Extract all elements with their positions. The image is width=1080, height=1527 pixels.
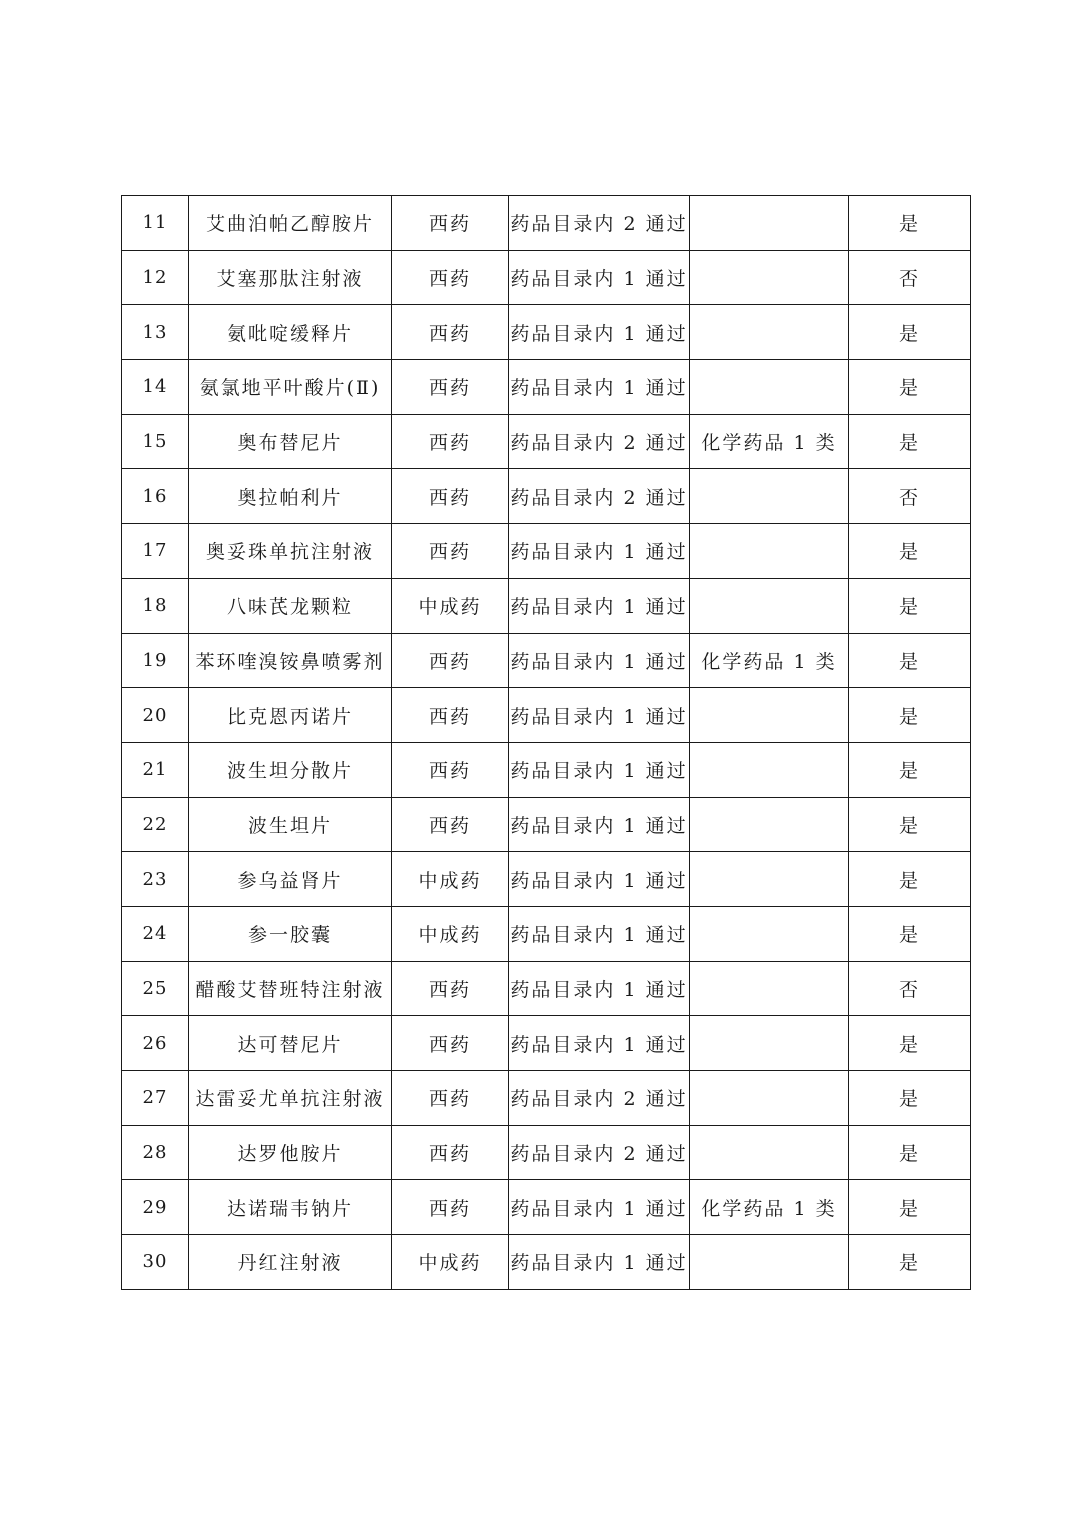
catalog-status-cell: 药品目录内 1 通过 — [509, 742, 690, 797]
catalog-status-cell: 药品目录内 2 通过 — [509, 469, 690, 524]
drug-name-cell: 丹红注射液 — [189, 1235, 392, 1290]
row-number-cell: 18 — [122, 578, 189, 633]
row-number-cell: 24 — [122, 906, 189, 961]
catalog-status-cell: 药品目录内 1 通过 — [509, 578, 690, 633]
row-number-cell: 13 — [122, 305, 189, 360]
table-row — [122, 742, 971, 797]
drug-name-cell: 波生坦片 — [189, 797, 392, 852]
catalog-status-cell: 药品目录内 1 通过 — [509, 1180, 690, 1235]
drug-class-note-cell: 化学药品 1 类 — [690, 414, 849, 469]
yes-no-cell: 是 — [849, 578, 971, 633]
catalog-status-cell: 药品目录内 2 通过 — [509, 414, 690, 469]
yes-no-cell: 是 — [849, 1071, 971, 1126]
table-body — [122, 196, 971, 1290]
yes-no-cell: 是 — [849, 305, 971, 360]
drug-name-cell: 醋酸艾替班特注射液 — [189, 961, 392, 1016]
drug-class-note-cell — [690, 250, 849, 305]
table-row — [122, 852, 971, 907]
drug-category-cell: 西药 — [392, 250, 509, 305]
row-number-cell: 22 — [122, 797, 189, 852]
drug-category-cell: 西药 — [392, 1071, 509, 1126]
row-number-cell: 20 — [122, 688, 189, 743]
drug-category-cell: 中成药 — [392, 852, 509, 907]
drug-class-note-cell — [690, 906, 849, 961]
drug-class-note-cell — [690, 469, 849, 524]
drug-name-cell: 奥妥珠单抗注射液 — [189, 524, 392, 579]
drug-class-note-cell — [690, 742, 849, 797]
yes-no-cell: 是 — [849, 852, 971, 907]
drug-category-cell: 西药 — [392, 469, 509, 524]
drug-list-table — [121, 195, 971, 1290]
drug-class-note-cell — [690, 688, 849, 743]
yes-no-cell: 是 — [849, 414, 971, 469]
drug-name-cell: 达雷妥尤单抗注射液 — [189, 1071, 392, 1126]
table-row — [122, 961, 971, 1016]
drug-class-note-cell — [690, 578, 849, 633]
drug-category-cell: 西药 — [392, 524, 509, 579]
catalog-status-cell: 药品目录内 2 通过 — [509, 196, 690, 251]
drug-class-note-cell: 化学药品 1 类 — [690, 633, 849, 688]
row-number-cell: 25 — [122, 961, 189, 1016]
drug-class-note-cell — [690, 852, 849, 907]
row-number-cell: 30 — [122, 1235, 189, 1290]
drug-class-note-cell — [690, 797, 849, 852]
drug-category-cell: 西药 — [392, 797, 509, 852]
yes-no-cell: 是 — [849, 742, 971, 797]
yes-no-cell: 是 — [849, 633, 971, 688]
drug-category-cell: 西药 — [392, 360, 509, 415]
drug-category-cell: 西药 — [392, 1180, 509, 1235]
catalog-status-cell: 药品目录内 1 通过 — [509, 688, 690, 743]
yes-no-cell: 是 — [849, 1125, 971, 1180]
drug-name-cell: 波生坦分散片 — [189, 742, 392, 797]
row-number-cell: 19 — [122, 633, 189, 688]
table-row — [122, 1180, 971, 1235]
drug-name-cell: 氨氯地平叶酸片(Ⅱ) — [189, 360, 392, 415]
table-row — [122, 524, 971, 579]
table-row — [122, 688, 971, 743]
drug-category-cell: 中成药 — [392, 1235, 509, 1290]
drug-class-note-cell — [690, 1071, 849, 1126]
drug-class-note-cell — [690, 360, 849, 415]
row-number-cell: 16 — [122, 469, 189, 524]
table-row — [122, 469, 971, 524]
yes-no-cell: 是 — [849, 524, 971, 579]
drug-class-note-cell — [690, 196, 849, 251]
catalog-status-cell: 药品目录内 1 通过 — [509, 852, 690, 907]
catalog-status-cell: 药品目录内 1 通过 — [509, 633, 690, 688]
yes-no-cell: 是 — [849, 1180, 971, 1235]
yes-no-cell: 是 — [849, 906, 971, 961]
drug-name-cell: 参乌益肾片 — [189, 852, 392, 907]
catalog-status-cell: 药品目录内 1 通过 — [509, 360, 690, 415]
table-row — [122, 797, 971, 852]
yes-no-cell: 是 — [849, 1235, 971, 1290]
drug-name-cell: 比克恩丙诺片 — [189, 688, 392, 743]
drug-category-cell: 西药 — [392, 742, 509, 797]
table-row — [122, 1016, 971, 1071]
table-row — [122, 360, 971, 415]
drug-category-cell: 中成药 — [392, 578, 509, 633]
drug-name-cell: 参一胶囊 — [189, 906, 392, 961]
drug-name-cell: 八味芪龙颗粒 — [189, 578, 392, 633]
drug-class-note-cell — [690, 1125, 849, 1180]
drug-category-cell: 中成药 — [392, 906, 509, 961]
drug-class-note-cell: 化学药品 1 类 — [690, 1180, 849, 1235]
row-number-cell: 26 — [122, 1016, 189, 1071]
drug-name-cell: 达可替尼片 — [189, 1016, 392, 1071]
row-number-cell: 17 — [122, 524, 189, 579]
yes-no-cell: 否 — [849, 961, 971, 1016]
yes-no-cell: 是 — [849, 1016, 971, 1071]
drug-category-cell: 西药 — [392, 196, 509, 251]
catalog-status-cell: 药品目录内 2 通过 — [509, 1071, 690, 1126]
table-row — [122, 250, 971, 305]
drug-class-note-cell — [690, 305, 849, 360]
yes-no-cell: 否 — [849, 469, 971, 524]
catalog-status-cell: 药品目录内 2 通过 — [509, 1125, 690, 1180]
row-number-cell: 29 — [122, 1180, 189, 1235]
table-row — [122, 1235, 971, 1290]
drug-name-cell: 苯环喹溴铵鼻喷雾剂 — [189, 633, 392, 688]
drug-category-cell: 西药 — [392, 1016, 509, 1071]
drug-name-cell: 奥布替尼片 — [189, 414, 392, 469]
table-row — [122, 305, 971, 360]
catalog-status-cell: 药品目录内 1 通过 — [509, 1235, 690, 1290]
table-row — [122, 578, 971, 633]
table-row — [122, 633, 971, 688]
table-row — [122, 1125, 971, 1180]
catalog-status-cell: 药品目录内 1 通过 — [509, 906, 690, 961]
catalog-status-cell: 药品目录内 1 通过 — [509, 305, 690, 360]
catalog-status-cell: 药品目录内 1 通过 — [509, 961, 690, 1016]
drug-category-cell: 西药 — [392, 1125, 509, 1180]
drug-name-cell: 达诺瑞韦钠片 — [189, 1180, 392, 1235]
row-number-cell: 27 — [122, 1071, 189, 1126]
catalog-status-cell: 药品目录内 1 通过 — [509, 250, 690, 305]
drug-class-note-cell — [690, 1235, 849, 1290]
drug-name-cell: 艾曲泊帕乙醇胺片 — [189, 196, 392, 251]
table-row — [122, 196, 971, 251]
row-number-cell: 11 — [122, 196, 189, 251]
yes-no-cell: 是 — [849, 360, 971, 415]
row-number-cell: 14 — [122, 360, 189, 415]
table-row — [122, 906, 971, 961]
row-number-cell: 15 — [122, 414, 189, 469]
drug-name-cell: 氨吡啶缓释片 — [189, 305, 392, 360]
row-number-cell: 21 — [122, 742, 189, 797]
drug-class-note-cell — [690, 524, 849, 579]
yes-no-cell: 否 — [849, 250, 971, 305]
yes-no-cell: 是 — [849, 688, 971, 743]
catalog-status-cell: 药品目录内 1 通过 — [509, 1016, 690, 1071]
drug-category-cell: 西药 — [392, 414, 509, 469]
drug-category-cell: 西药 — [392, 305, 509, 360]
table-row — [122, 414, 971, 469]
drug-category-cell: 西药 — [392, 633, 509, 688]
drug-name-cell: 艾塞那肽注射液 — [189, 250, 392, 305]
drug-class-note-cell — [690, 1016, 849, 1071]
table-row — [122, 1071, 971, 1126]
row-number-cell: 28 — [122, 1125, 189, 1180]
drug-name-cell: 奥拉帕利片 — [189, 469, 392, 524]
row-number-cell: 23 — [122, 852, 189, 907]
drug-category-cell: 西药 — [392, 961, 509, 1016]
row-number-cell: 12 — [122, 250, 189, 305]
drug-class-note-cell — [690, 961, 849, 1016]
drug-category-cell: 西药 — [392, 688, 509, 743]
catalog-status-cell: 药品目录内 1 通过 — [509, 797, 690, 852]
yes-no-cell: 是 — [849, 196, 971, 251]
catalog-status-cell: 药品目录内 1 通过 — [509, 524, 690, 579]
yes-no-cell: 是 — [849, 797, 971, 852]
drug-name-cell: 达罗他胺片 — [189, 1125, 392, 1180]
